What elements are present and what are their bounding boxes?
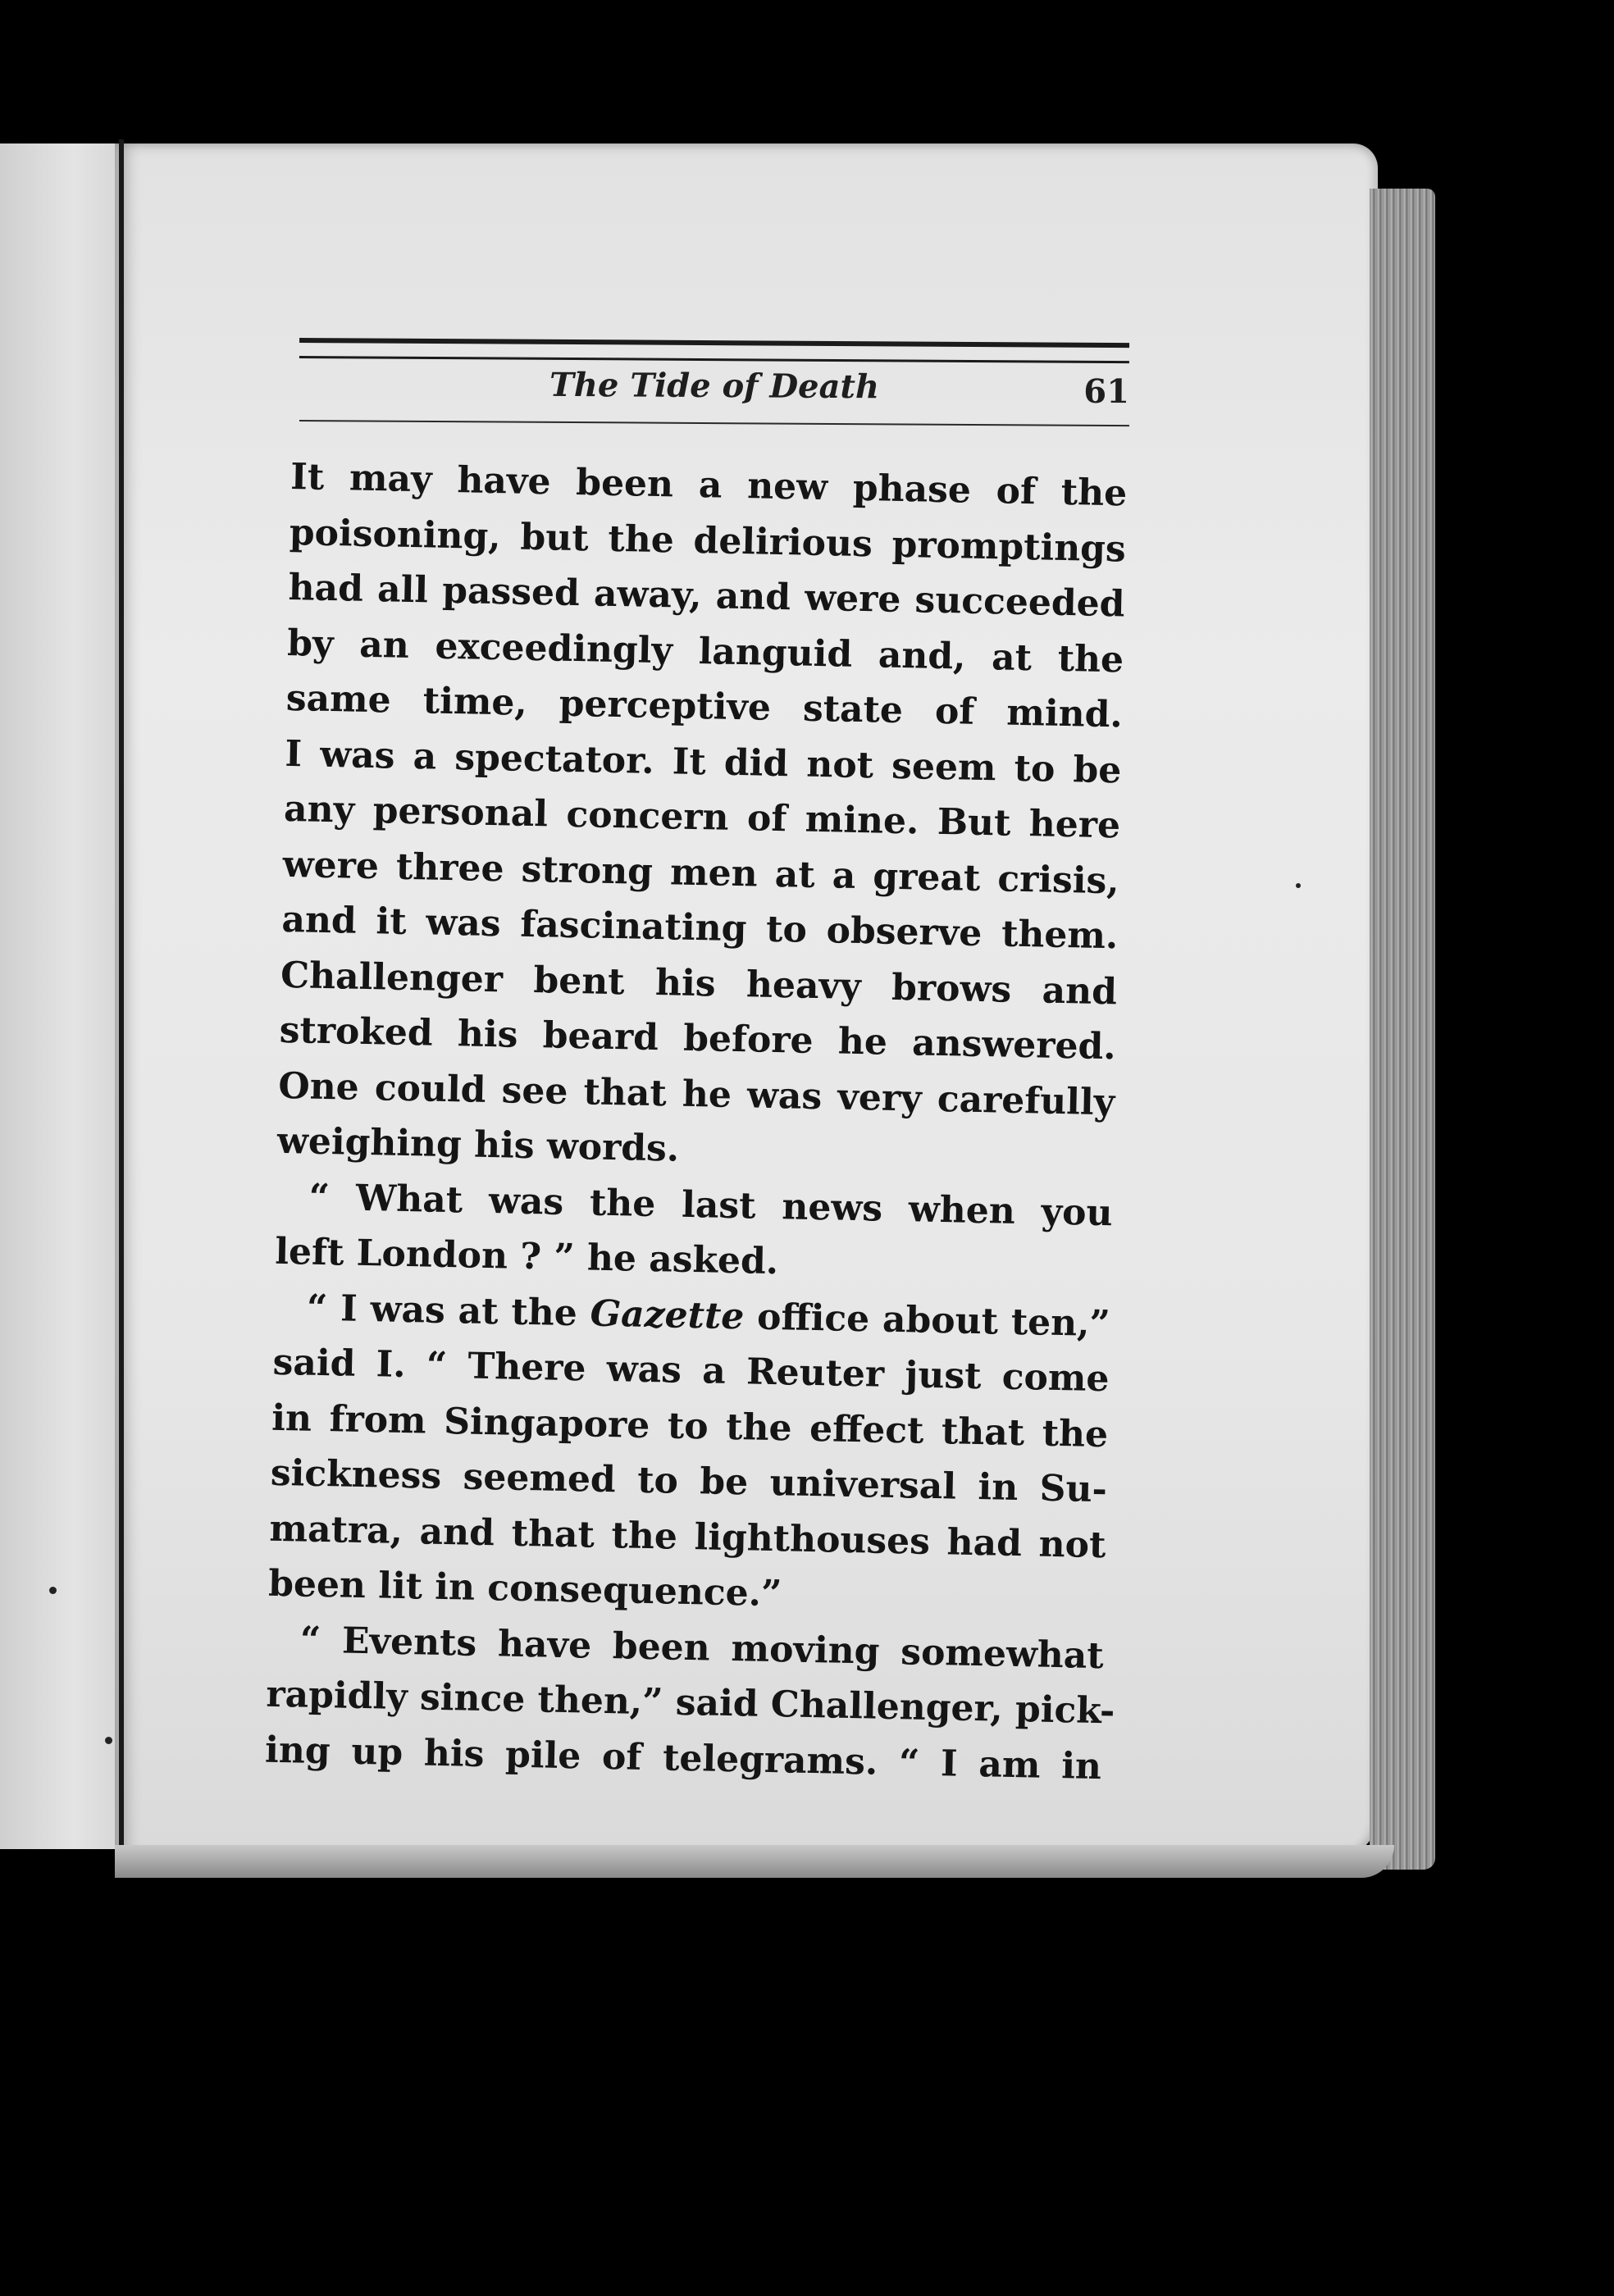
dust-speck	[1296, 883, 1301, 888]
text-line: been lit in consequence.”	[267, 1562, 782, 1615]
text-line: any personal concern of mine. But here	[283, 787, 1121, 847]
facing-page-edge	[0, 144, 123, 1849]
italic-title-gazette: Gazette	[590, 1292, 745, 1337]
text-line: poisoning, but the delirious promptings	[289, 511, 1127, 570]
text-line: ing up his pile of telegrams. “ I am in	[264, 1729, 1102, 1788]
text-line: said I. “ There was a Reuter just come	[272, 1341, 1110, 1401]
text-line: and it was fascinating to observe them.	[280, 898, 1119, 958]
text-line: weighing his words.	[276, 1119, 680, 1170]
text-line: were three strong men at a great crisis,	[282, 843, 1120, 902]
text-line: same time, perceptive state of mind.	[285, 676, 1124, 736]
text-line: by an exceedingly languid and, at the	[286, 622, 1124, 681]
text-line: “ Events have been moving somewhat	[299, 1619, 1105, 1677]
text-line: in from Singapore to the effect that the	[271, 1396, 1109, 1456]
text-line: I was a spectator. It did not seem to be	[285, 732, 1122, 791]
dust-speck	[49, 1587, 57, 1594]
page-stack-edge	[1370, 189, 1435, 1870]
text-line: matra, and that the lighthouses had not	[269, 1507, 1106, 1566]
page-bottom-edge	[115, 1845, 1394, 1878]
text-line: Challenger bent his heavy brows and	[280, 954, 1118, 1013]
text-line: It may have been a new phase of the	[290, 455, 1128, 515]
dust-speck	[105, 1737, 112, 1744]
text-line: “ What was the last news when you	[308, 1176, 1114, 1234]
text-line: sickness seemed to be universal in Su-	[270, 1451, 1108, 1511]
body-text	[264, 449, 1127, 1794]
running-head	[299, 364, 1129, 426]
running-head-title: The Tide of Death	[549, 365, 880, 407]
text-line: stroked his beard before he answered.	[279, 1009, 1117, 1068]
text-segment: “ I was at the	[306, 1287, 591, 1335]
text-line: One could see that he was very carefully	[277, 1064, 1115, 1123]
page-number: 61	[1083, 371, 1130, 412]
text-segment: office about ten,”	[743, 1295, 1111, 1345]
text-line: had all passed away, and were succeeded	[288, 566, 1125, 626]
text-line: rapidly since then,” said Challenger, pick-	[266, 1673, 1115, 1733]
text-line: left London ? ” he asked.	[274, 1230, 779, 1283]
page-gutter	[119, 139, 124, 1861]
